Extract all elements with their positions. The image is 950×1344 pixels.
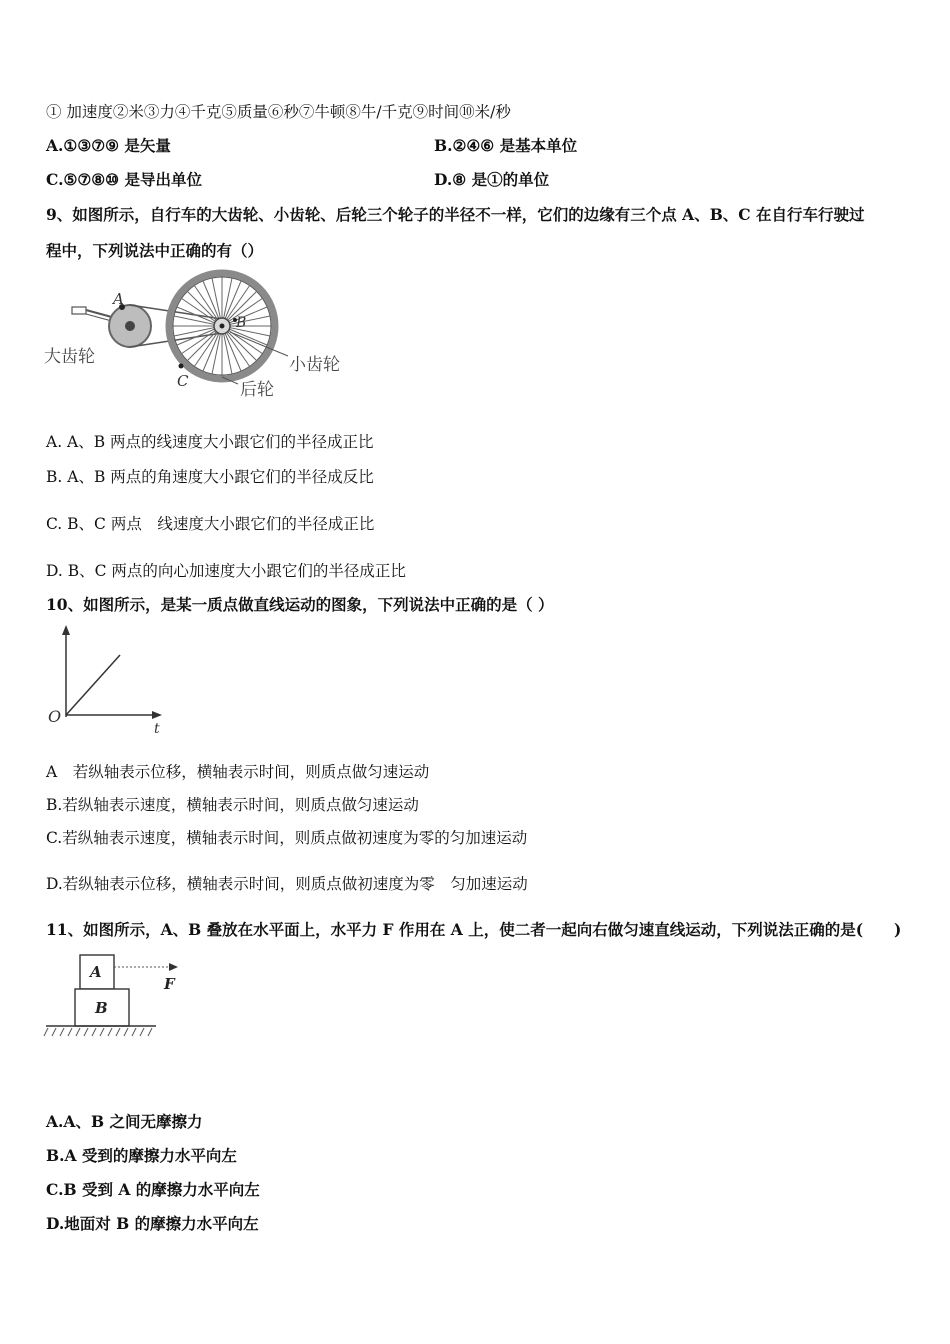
q11-option-d: D.地面对 B 的摩擦力水平向左 <box>46 1214 259 1233</box>
q10-option-d: D.若纵轴表示位移，横轴表示时间，则质点做初速度为零 匀加速运动 <box>46 875 528 893</box>
q9-stem-line2: 程中，下列说法中正确的有（） <box>46 241 264 260</box>
label-small-gear: 小齿轮 <box>289 355 340 375</box>
q9-option-c: C. B、C 两点 线速度大小跟它们的半径成正比 <box>46 515 375 533</box>
label-point-a: A <box>113 290 124 308</box>
q8-option-a: A.①③⑦⑨ 是矢量 <box>46 136 171 155</box>
block-a-label: A <box>90 963 102 981</box>
origin-label: O <box>48 707 62 726</box>
block-b-label: B <box>95 999 108 1017</box>
q10-option-c: C.若纵轴表示速度，横轴表示时间，则质点做初速度为零的匀加速运动 <box>46 829 528 847</box>
q11-option-a: A.A、B 之间无摩擦力 <box>46 1112 203 1131</box>
q8-option-c: C.⑤⑦⑧⑩ 是导出单位 <box>46 170 202 189</box>
q8-option-b: B.②④⑥ 是基本单位 <box>434 136 578 155</box>
t-axis-label: t <box>154 721 160 737</box>
label-point-c: C <box>177 372 189 390</box>
q9-option-d: D. B、C 两点的向心加速度大小跟它们的半径成正比 <box>46 562 406 580</box>
bicycle-gear-figure <box>40 274 360 404</box>
label-big-gear: 大齿轮 <box>44 347 95 367</box>
blocks-force-figure <box>44 950 194 1042</box>
q11-stem: 11、如图所示，A、B 叠放在水平面上，水平力 F 作用在 A 上，使二者一起向右做匀速直线运动，下列说法正确的是( ) <box>46 920 902 939</box>
q9-option-a: A. A、B 两点的线速度大小跟它们的半径成正比 <box>46 433 374 451</box>
motion-graph-figure <box>44 625 174 740</box>
label-point-b: B <box>236 315 247 331</box>
q11-option-c: C.B 受到 A 的摩擦力水平向左 <box>46 1180 260 1199</box>
q10-option-b: B.若纵轴表示速度，横轴表示时间，则质点做匀速运动 <box>46 796 419 814</box>
q8-items-line: ① 加速度②米③力④千克⑤质量⑥秒⑦牛顿⑧牛/千克⑨时间⑩米/秒 <box>46 103 511 121</box>
force-f-label: F <box>164 975 175 993</box>
label-rear-wheel: 后轮 <box>240 380 274 400</box>
q8-option-d: D.⑧ 是①的单位 <box>434 170 550 189</box>
q11-option-b: B.A 受到的摩擦力水平向左 <box>46 1146 237 1165</box>
q10-option-a: A 若纵轴表示位移，横轴表示时间，则质点做匀速运动 <box>46 763 430 781</box>
q10-stem: 10、如图所示，是某一质点做直线运动的图象，下列说法中正确的是（ ） <box>46 595 554 614</box>
q9-stem-line1: 9、如图所示，自行车的大齿轮、小齿轮、后轮三个轮子的半径不一样，它们的边缘有三个点 A、B、C 在自行车行驶过 <box>46 205 865 224</box>
q9-option-b: B. A、B 两点的角速度大小跟它们的半径成反比 <box>46 468 374 486</box>
